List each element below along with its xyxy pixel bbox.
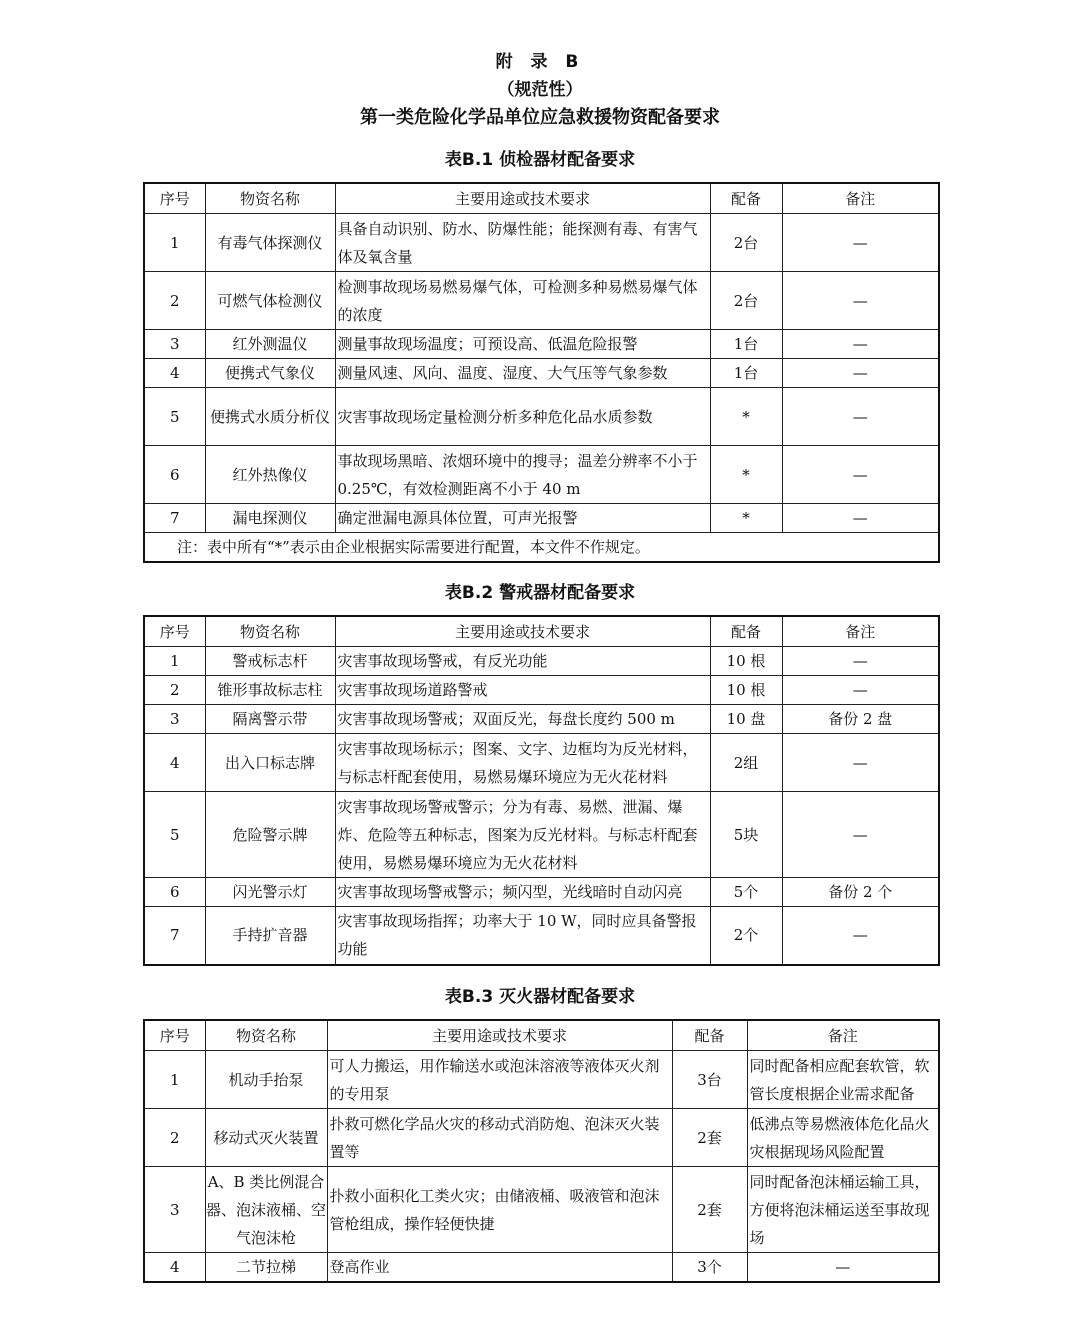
cell-remark: — bbox=[782, 446, 939, 504]
cell-qty: 2台 bbox=[710, 214, 782, 272]
cell-name: 可燃气体检测仪 bbox=[205, 272, 335, 330]
cell-no: 4 bbox=[144, 1253, 205, 1283]
table-note: 注：表中所有“*”表示由企业根据实际需要进行配置，本文件不作规定。 bbox=[144, 533, 939, 563]
table-row bbox=[144, 676, 939, 705]
col-header-qty: 配备 bbox=[710, 616, 782, 647]
cell-name: 二节拉梯 bbox=[205, 1253, 327, 1283]
cell-remark: 同时配备相应配套软管，软管长度根据企业需求配备 bbox=[747, 1051, 939, 1109]
cell-remark: — bbox=[747, 1253, 939, 1283]
table-row bbox=[144, 792, 939, 878]
cell-usage: 灾害事故现场定量检测分析多种危化品水质参数 bbox=[335, 388, 710, 446]
cell-no: 2 bbox=[144, 676, 205, 705]
cell-no: 2 bbox=[144, 272, 205, 330]
cell-usage: 可人力搬运，用作输送水或泡沫溶液等液体灭火剂的专用泵 bbox=[327, 1051, 672, 1109]
table-row bbox=[144, 330, 939, 359]
cell-remark: — bbox=[782, 734, 939, 792]
cell-qty: 2套 bbox=[672, 1109, 747, 1167]
cell-no: 2 bbox=[144, 1109, 205, 1167]
cell-name: 警戒标志杆 bbox=[205, 647, 335, 676]
cell-qty: 1台 bbox=[710, 359, 782, 388]
cell-no: 1 bbox=[144, 214, 205, 272]
cell-remark: — bbox=[782, 907, 939, 965]
cell-name: 便携式水质分析仪 bbox=[205, 388, 335, 446]
cell-no: 5 bbox=[144, 792, 205, 878]
cell-qty: 2个 bbox=[710, 907, 782, 965]
table-b3-caption: 表B.3 灭火器材配备要求 bbox=[444, 987, 636, 1007]
cell-name: 锥形事故标志柱 bbox=[205, 676, 335, 705]
col-header-remark: 备注 bbox=[782, 183, 939, 214]
cell-remark: — bbox=[782, 359, 939, 388]
table-row bbox=[144, 1167, 939, 1253]
table-b1-caption: 表B.1 侦检器材配备要求 bbox=[444, 150, 636, 170]
cell-usage: 测量风速、风向、温度、湿度、大气压等气象参数 bbox=[335, 359, 710, 388]
table-header-row bbox=[144, 616, 939, 647]
cell-usage: 事故现场黑暗、浓烟环境中的搜寻；温差分辨率不小于 0.25℃，有效检测距离不小于 40 m bbox=[335, 446, 710, 504]
cell-qty: 1台 bbox=[710, 330, 782, 359]
cell-remark: 备份 2 盘 bbox=[782, 705, 939, 734]
table-row bbox=[144, 446, 939, 504]
table-row bbox=[144, 1253, 939, 1283]
cell-usage: 灾害事故现场指挥；功率大于 10 W，同时应具备警报功能 bbox=[335, 907, 710, 965]
cell-no: 7 bbox=[144, 907, 205, 965]
cell-usage: 灾害事故现场警戒警示；频闪型，光线暗时自动闪亮 bbox=[335, 878, 710, 907]
cell-remark: — bbox=[782, 647, 939, 676]
col-header-no: 序号 bbox=[144, 183, 205, 214]
cell-remark: 备份 2 个 bbox=[782, 878, 939, 907]
table-row bbox=[144, 647, 939, 676]
cell-usage: 灾害事故现场标示；图案、文字、边框均为反光材料，与标志杆配套使用，易燃易爆环境应为无火花材料 bbox=[335, 734, 710, 792]
cell-no: 4 bbox=[144, 359, 205, 388]
col-header-remark: 备注 bbox=[782, 616, 939, 647]
cell-name: 手持扩音器 bbox=[205, 907, 335, 965]
cell-usage: 登高作业 bbox=[327, 1253, 672, 1283]
table-b2 bbox=[143, 615, 940, 966]
cell-name: 闪光警示灯 bbox=[205, 878, 335, 907]
cell-qty: 2套 bbox=[672, 1167, 747, 1253]
table-row bbox=[144, 907, 939, 965]
cell-no: 6 bbox=[144, 446, 205, 504]
appendix-label: 附 录 B bbox=[495, 52, 585, 72]
cell-name: 红外热像仪 bbox=[205, 446, 335, 504]
cell-name: 漏电探测仪 bbox=[205, 504, 335, 533]
document-title: 第一类危险化学品单位应急救援物资配备要求 bbox=[360, 107, 720, 128]
table-b2-caption: 表B.2 警戒器材配备要求 bbox=[444, 583, 636, 603]
cell-name: 有毒气体探测仪 bbox=[205, 214, 335, 272]
table-row bbox=[144, 359, 939, 388]
cell-no: 3 bbox=[144, 705, 205, 734]
cell-name: 便携式气象仪 bbox=[205, 359, 335, 388]
col-header-usage: 主要用途或技术要求 bbox=[327, 1020, 672, 1051]
cell-no: 5 bbox=[144, 388, 205, 446]
cell-qty: 10 根 bbox=[710, 647, 782, 676]
cell-no: 1 bbox=[144, 647, 205, 676]
cell-usage: 具备自动识别、防水、防爆性能；能探测有毒、有害气体及氧含量 bbox=[335, 214, 710, 272]
col-header-qty: 配备 bbox=[710, 183, 782, 214]
cell-usage: 扑救小面积化工类火灾；由储液桶、吸液管和泡沫管枪组成，操作轻便快捷 bbox=[327, 1167, 672, 1253]
table-row bbox=[144, 734, 939, 792]
col-header-name: 物资名称 bbox=[205, 616, 335, 647]
cell-no: 1 bbox=[144, 1051, 205, 1109]
table-b3 bbox=[143, 1019, 940, 1283]
cell-no: 7 bbox=[144, 504, 205, 533]
cell-no: 3 bbox=[144, 330, 205, 359]
cell-usage: 扑救可燃化学品火灾的移动式消防炮、泡沫灭火装置等 bbox=[327, 1109, 672, 1167]
cell-qty: 10 盘 bbox=[710, 705, 782, 734]
cell-qty: * bbox=[710, 446, 782, 504]
cell-qty: 5个 bbox=[710, 878, 782, 907]
cell-qty: * bbox=[710, 388, 782, 446]
cell-usage: 灾害事故现场道路警戒 bbox=[335, 676, 710, 705]
table-row bbox=[144, 1109, 939, 1167]
cell-qty: 2台 bbox=[710, 272, 782, 330]
table-row bbox=[144, 214, 939, 272]
table-row bbox=[144, 388, 939, 446]
col-header-no: 序号 bbox=[144, 616, 205, 647]
table-row bbox=[144, 272, 939, 330]
col-header-remark: 备注 bbox=[747, 1020, 939, 1051]
cell-name: 出入口标志牌 bbox=[205, 734, 335, 792]
cell-name: 危险警示牌 bbox=[205, 792, 335, 878]
cell-remark: — bbox=[782, 330, 939, 359]
col-header-usage: 主要用途或技术要求 bbox=[335, 616, 710, 647]
cell-no: 4 bbox=[144, 734, 205, 792]
cell-name: 移动式灭火装置 bbox=[205, 1109, 327, 1167]
cell-remark: 同时配备泡沫桶运输工具，方便将泡沫桶运送至事故现场 bbox=[747, 1167, 939, 1253]
cell-usage: 灾害事故现场警戒；双面反光，每盘长度约 500 m bbox=[335, 705, 710, 734]
cell-usage: 检测事故现场易燃易爆气体，可检测多种易燃易爆气体的浓度 bbox=[335, 272, 710, 330]
cell-no: 6 bbox=[144, 878, 205, 907]
cell-name: 隔离警示带 bbox=[205, 705, 335, 734]
cell-remark: — bbox=[782, 504, 939, 533]
cell-remark: — bbox=[782, 792, 939, 878]
col-header-name: 物资名称 bbox=[205, 183, 335, 214]
cell-remark: 低沸点等易燃液体危化品火灾根据现场风险配置 bbox=[747, 1109, 939, 1167]
cell-usage: 灾害事故现场警戒警示；分为有毒、易燃、泄漏、爆炸、危险等五种标志，图案为反光材料。与标志杆配套使用，易燃易爆环境应为无火花材料 bbox=[335, 792, 710, 878]
cell-remark: — bbox=[782, 272, 939, 330]
cell-name: 机动手抬泵 bbox=[205, 1051, 327, 1109]
table-row bbox=[144, 1051, 939, 1109]
table-b1 bbox=[143, 182, 940, 563]
cell-qty: 3台 bbox=[672, 1051, 747, 1109]
col-header-name: 物资名称 bbox=[205, 1020, 327, 1051]
cell-usage: 测量事故现场温度；可预设高、低温危险报警 bbox=[335, 330, 710, 359]
table-row bbox=[144, 705, 939, 734]
cell-remark: — bbox=[782, 388, 939, 446]
cell-usage: 确定泄漏电源具体位置，可声光报警 bbox=[335, 504, 710, 533]
table-header-row bbox=[144, 183, 939, 214]
table-note-row bbox=[144, 533, 939, 563]
cell-remark: — bbox=[782, 676, 939, 705]
cell-usage: 灾害事故现场警戒，有反光功能 bbox=[335, 647, 710, 676]
table-row bbox=[144, 504, 939, 533]
normative-label: （规范性） bbox=[497, 80, 583, 100]
col-header-qty: 配备 bbox=[672, 1020, 747, 1051]
col-header-no: 序号 bbox=[144, 1020, 205, 1051]
table-row bbox=[144, 878, 939, 907]
cell-qty: 2组 bbox=[710, 734, 782, 792]
col-header-usage: 主要用途或技术要求 bbox=[335, 183, 710, 214]
table-header-row bbox=[144, 1020, 939, 1051]
cell-remark: — bbox=[782, 214, 939, 272]
cell-name: 红外测温仪 bbox=[205, 330, 335, 359]
cell-qty: * bbox=[710, 504, 782, 533]
cell-qty: 10 根 bbox=[710, 676, 782, 705]
cell-qty: 5块 bbox=[710, 792, 782, 878]
cell-no: 3 bbox=[144, 1167, 205, 1253]
cell-qty: 3个 bbox=[672, 1253, 747, 1283]
cell-name: A、B 类比例混合器、泡沫液桶、空气泡沫枪 bbox=[205, 1167, 327, 1253]
